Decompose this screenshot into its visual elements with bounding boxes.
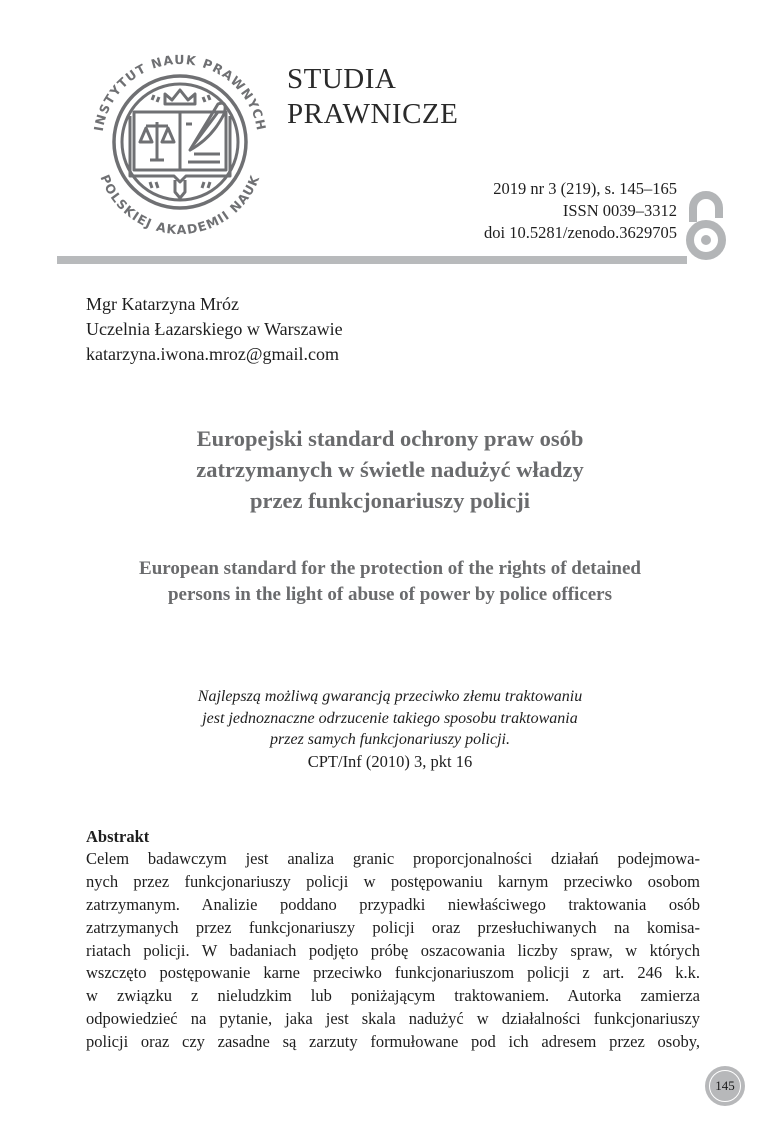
epigraph-line: jest jednoznaczne odrzucenie takiego sposobu traktowania (202, 709, 578, 727)
page-number: 145 (709, 1070, 741, 1102)
issn: ISSN 0039–3312 (562, 201, 677, 220)
doi[interactable]: doi 10.5281/zenodo.3629705 (484, 223, 677, 242)
abstract-line: nych przez funkcjonariuszy policji w postępowaniu karnym przeciwko osobom (86, 871, 700, 891)
author-block (86, 292, 343, 367)
abstract-line: odpowiedzieć na pytanie, jaka jest skala nadużyć w działalności funkcjonariuszy (86, 1009, 700, 1029)
institute-seal-icon (80, 42, 280, 242)
open-access-icon (684, 188, 728, 264)
epigraph-line: przez samych funkcjonariuszy policji. (270, 731, 510, 748)
title-en-line: persons in the light of abuse of power by police officers (167, 584, 613, 605)
abstract-line: riatach policji. W badaniach podjęto próbę oszacowania liczby spraw, w których (86, 940, 700, 960)
page-number-badge (705, 1066, 745, 1106)
logo-text-top: INSTYTUT NAUK PRAWNYCH (90, 51, 270, 133)
abstract-section (86, 826, 700, 1054)
epigraph (60, 686, 720, 772)
abstract-line: zatrzymanym. Analizie poddano przypadki niewłaściwego traktowania osób (86, 894, 700, 914)
article-title-en (60, 556, 720, 608)
abstract-line: Celem badawczym jest analiza granic proporcjonalności działań podejmowa- (86, 849, 700, 868)
logo-text-bottom: POLSKIEJ AKADEMII NAUK (97, 172, 263, 238)
journal-title-line-1: STUDIA (287, 63, 397, 95)
title-pl-line: Europejski standard ochrony praw osób (196, 426, 584, 451)
journal-title-line-2: PRAWNICZE (287, 98, 459, 130)
title-pl-line: przez funkcjonariuszy policji (250, 488, 530, 513)
abstract-line: wszczęto postępowanie karne przeciwko funkcjonariuszom policji z art. 246 k.k. (86, 963, 700, 983)
epigraph-source: CPT/Inf (2010) 3, pkt 16 (307, 751, 473, 771)
institute-logo (80, 42, 280, 242)
author-affiliation: Uczelnia Łazarskiego w Warszawie (86, 319, 343, 339)
issue-citation: 2019 nr 3 (219), s. 145–165 (493, 179, 677, 198)
author-name: Mgr Katarzyna Mróz (86, 294, 239, 314)
abstract-line: zatrzymanych przez funkcjonariuszy policji oraz przesłuchiwanych na komisa- (86, 917, 700, 937)
header-divider (57, 256, 687, 264)
issue-info (484, 178, 677, 244)
abstract-line: policji oraz czy zasadne są zarzuty formułowane pod ich adresem przez osoby, (86, 1032, 700, 1052)
title-pl-line: zatrzymanych w świetle nadużyć władzy (196, 457, 584, 482)
journal-title (287, 62, 458, 132)
abstract-line: w związku z nieludzkim lub poniżającym traktowaniem. Autorka zamierza (86, 986, 700, 1006)
author-email[interactable]: katarzyna.iwona.mroz@gmail.com (86, 344, 339, 364)
title-en-line: European standard for the protection of the rights of detained (139, 558, 641, 579)
abstract-heading: Abstrakt (86, 827, 150, 846)
article-title-pl (60, 423, 720, 516)
epigraph-line: Najlepszą możliwą gwarancją przeciwko złemu traktowaniu (197, 688, 583, 705)
